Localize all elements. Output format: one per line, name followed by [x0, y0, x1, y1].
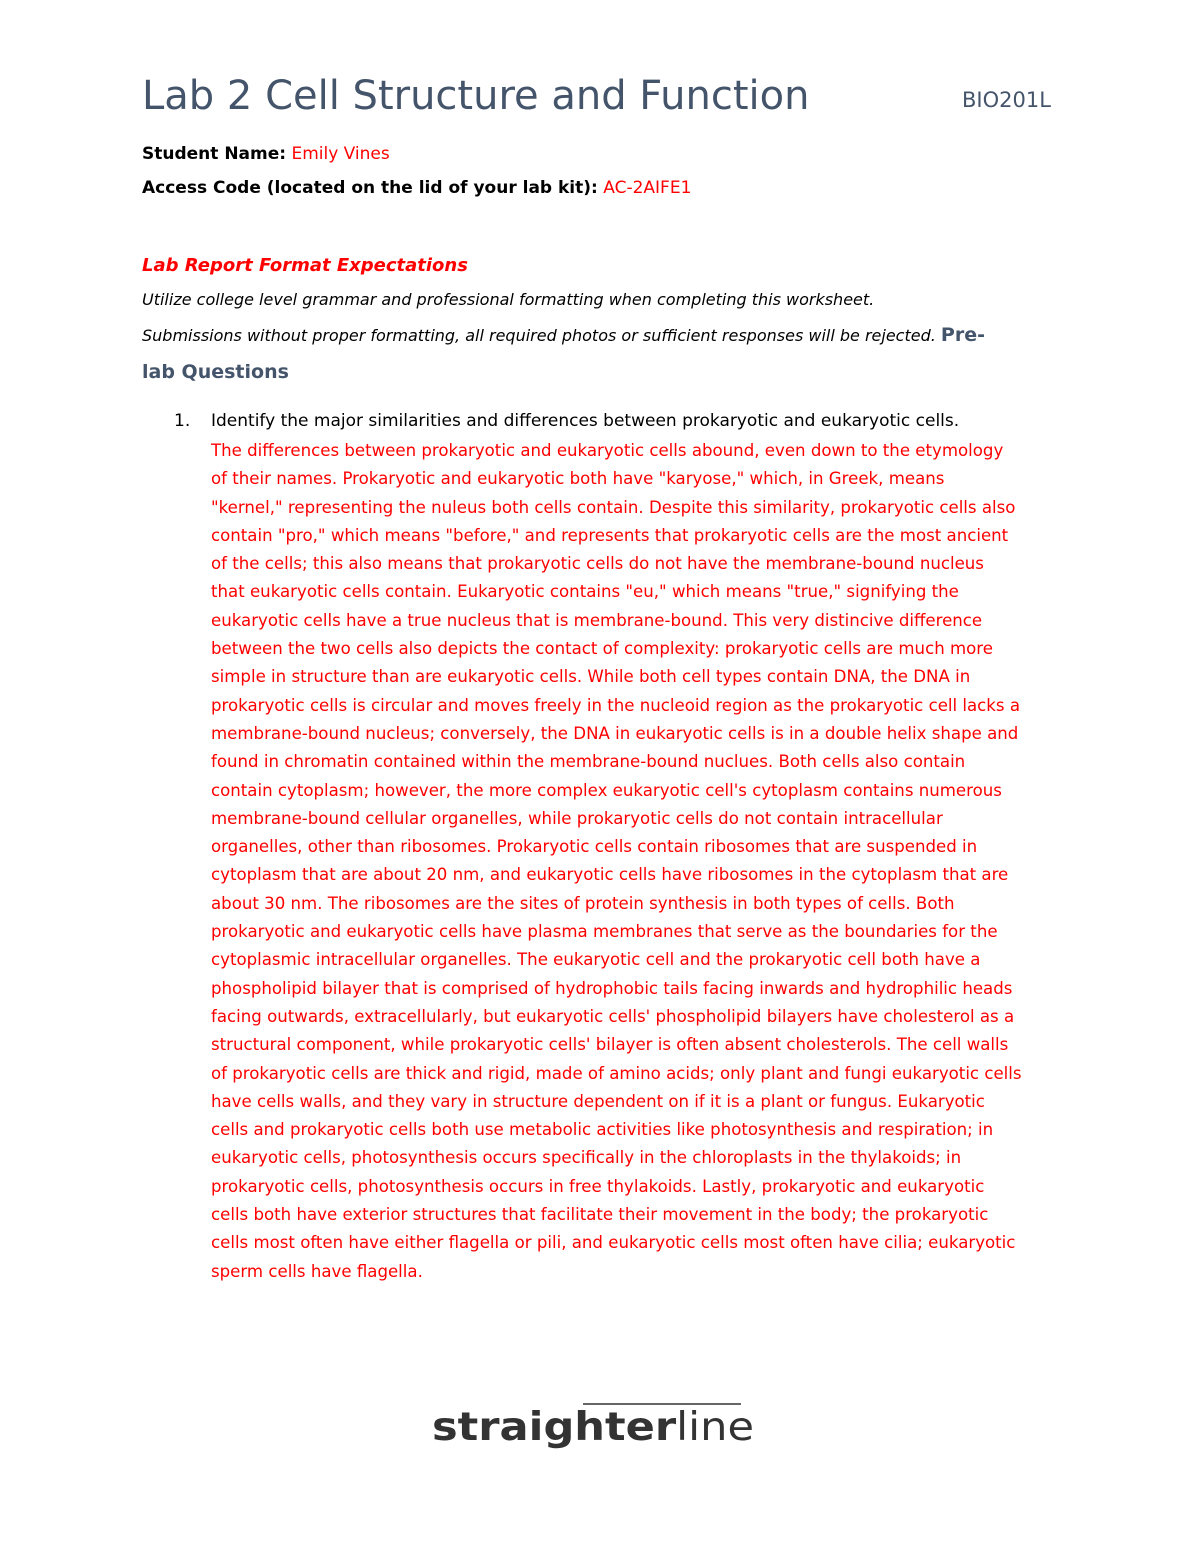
answer-line: of the cells; this also means that prokaryotic cells do not have the membrane-bound nucleus [211, 554, 984, 574]
answer-line: contain cytoplasm; however, the more complex eukaryotic cell's cytoplasm contains numerous [211, 780, 1002, 800]
answer-line: simple in structure than are eukaryotic cells. While both cell types contain DNA, the DNA in [211, 667, 971, 687]
answer-line: cytoplasm that are about 20 nm, and eukaryotic cells have ribosomes in the cytoplasm that are [211, 865, 1009, 885]
access-code-label: Access Code (located on the lid of your lab kit): [142, 178, 598, 198]
logo-text [432, 1405, 754, 1450]
answer-line: prokaryotic cells, photosynthesis occurs in free thylakoids. Lastly, prokaryotic and eukaryotic [211, 1176, 985, 1196]
answer-line: cells and prokaryotic cells both use metabolic activities like photosynthesis and respiration; in [211, 1120, 994, 1140]
prelab-heading-part2: lab Questions [142, 361, 289, 383]
answer-line: have cells walls, and they vary in structure dependent on if it is a plant or fungus. Eukaryotic [211, 1091, 985, 1111]
access-code-row [142, 176, 691, 200]
course-code: BIO201L [962, 88, 1051, 112]
answer-line: cells both have exterior structures that facilitate their movement in the body; the prokaryotic [211, 1205, 989, 1225]
answer-line: structural component, while prokaryotic cells' bilayer is often absent cholesterols. The cell walls [211, 1035, 1009, 1055]
answer-line: membrane-bound cellular organelles, while prokaryotic cells do not contain intracellular [211, 808, 943, 828]
answer-line: cytoplasmic intracellular organelles. The eukaryotic cell and the prokaryotic cell both have a [211, 950, 981, 970]
answer-line: contain "pro," which means "before," and represents that prokaryotic cells are the most ancient [211, 525, 1009, 545]
student-name-row [142, 142, 390, 166]
student-name-label: Student Name: [142, 144, 287, 164]
answer-line: found in chromatin contained within the membrane-bound nuclues. Both cells also contain [211, 752, 966, 772]
answer-line: phospholipid bilayer that is comprised of hydrophobic tails facing inwards and hydrophilic heads [211, 978, 1013, 998]
logo-text-light: line [676, 1405, 747, 1450]
prelab-heading-part1: Pre- [940, 324, 985, 346]
answer-line: membrane-bound nucleus; conversely, the DNA in eukaryotic cells is in a double helix shape and [211, 723, 1019, 743]
access-code-value: AC-2AIFE1 [603, 178, 692, 198]
question-number: 1. [174, 411, 191, 431]
logo-text-bold: straighter [432, 1405, 653, 1450]
student-name-value: Emily Vines [291, 144, 390, 164]
answer-line: The differences between prokaryotic and eukaryotic cells abound, even down to the etymology [211, 441, 1004, 460]
answer-line: prokaryotic and eukaryotic cells have plasma membranes that serve as the boundaries for the [211, 922, 998, 942]
answer-line: about 30 nm. The ribosomes are the sites of protein synthesis in both types of cells. Both [211, 893, 955, 913]
answer-line: "kernel," representing the nuleus both cells contain. Despite this similarity, prokaryotic cells also [211, 497, 1016, 517]
answer-line: of prokaryotic cells are thick and rigid, made of amino acids; only plant and fungi eukaryotic cells [211, 1063, 1022, 1083]
answer-line: eukaryotic cells have a true nucleus that is membrane-bound. This very distincive difference [211, 610, 983, 630]
answer-line: that eukaryotic cells contain. Eukaryotic contains "eu," which means "true," signifying the [211, 582, 959, 602]
format-expectations-heading: Lab Report Format Expectations [142, 255, 468, 276]
answer-line: organelles, other than ribosomes. Prokaryotic cells contain ribosomes that are suspended in [211, 837, 978, 857]
answer-line: sperm cells have flagella. [211, 1261, 423, 1281]
answer-line: between the two cells also depicts the contact of complexity: prokaryotic cells are much more [211, 639, 993, 659]
format-line-2: Submissions without proper formatting, all required photos or sufficient responses will be rejected. [142, 326, 936, 345]
format-line-2-row [142, 323, 985, 348]
answer-line: prokaryotic cells is circular and moves freely in the nucleoid region as the prokaryotic cell lacks a [211, 695, 1021, 715]
question-text: Identify the major similarities and differences between prokaryotic and eukaryotic cells. [211, 411, 960, 431]
format-line-1: Utilize college level grammar and professional formatting when completing this worksheet. [142, 290, 875, 309]
answer-line: cells most often have either flagella or pili, and eukaryotic cells most often have cilia; eukaryotic [211, 1233, 1016, 1253]
page-title: Lab 2 Cell Structure and Function [142, 73, 810, 119]
straighterline-logo [430, 1396, 760, 1456]
answer-line: facing outwards, extracellularly, but eukaryotic cells' phospholipid bilayers have cholesterol as a [211, 1006, 1015, 1026]
answer-line: of their names. Prokaryotic and eukaryotic both have "karyose," which, in Greek, means [211, 469, 945, 489]
answer-paragraph [211, 437, 1071, 1286]
answer-line: eukaryotic cells, photosynthesis occurs specifically in the chloroplasts in the thylakoids; in [211, 1148, 962, 1168]
